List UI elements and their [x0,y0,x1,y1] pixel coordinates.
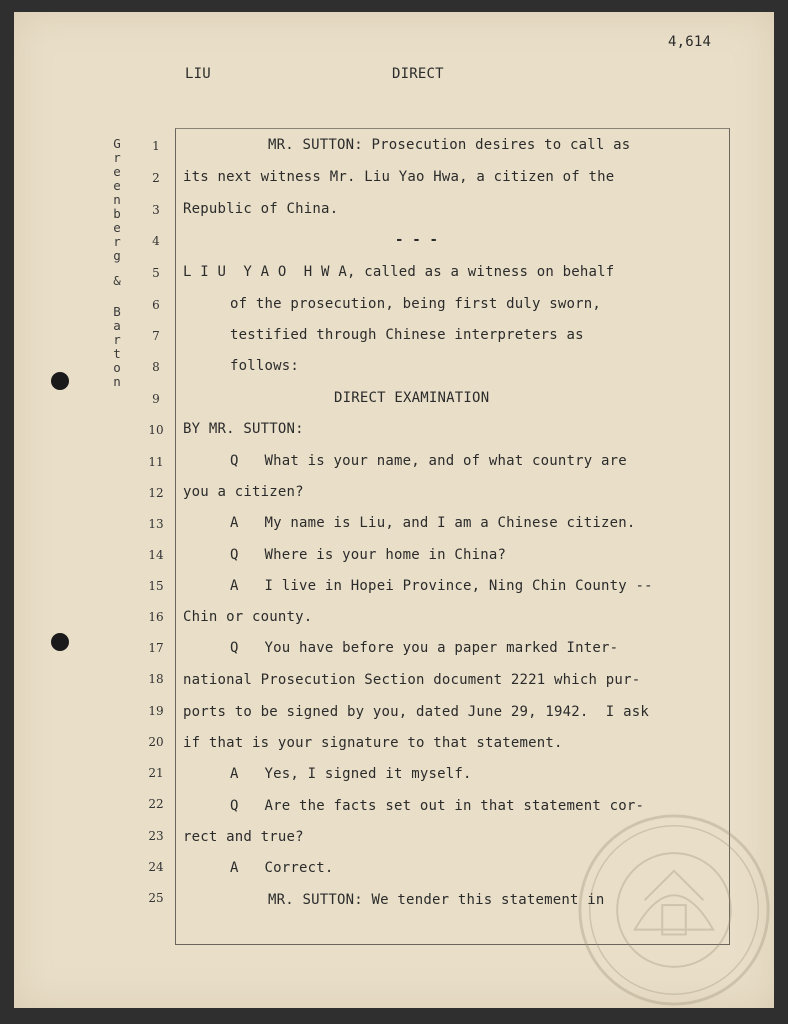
transcript-line: A Correct. [230,860,334,876]
section-header: DIRECT [392,66,444,82]
transcript-line: Q Are the facts set out in that statement cor- [230,798,645,814]
transcript-line: Republic of China. [183,201,339,217]
reporters-letter: n [113,192,121,207]
transcript-line: of the prosecution, being first duly sworn, [230,296,602,312]
reporters-letter: r [113,234,121,249]
transcript-line: if that is your signature to that statement. [183,735,563,751]
witness-name-header: LIU [185,66,211,82]
section-heading: DIRECT EXAMINATION [334,390,490,406]
transcript-line: Q You have before you a paper marked Inter- [230,640,619,656]
transcript-line: MR. SUTTON: Prosecution desires to call as [268,137,631,153]
line-number: 22 [148,797,164,811]
transcript-line: its next witness Mr. Liu Yao Hwa, a citizen of the [183,169,615,185]
line-number: 7 [152,329,160,343]
page-number: 4,614 [668,34,712,50]
reporters-letter: e [113,220,121,235]
transcript-line: BY MR. SUTTON: [183,421,304,437]
punch-hole [51,633,69,651]
line-number: 2 [152,171,160,185]
line-number: 23 [148,829,164,843]
line-number: 16 [148,610,164,624]
reporters-letter: e [113,178,121,193]
line-number: 20 [148,735,164,749]
reporters-letter: o [113,360,121,375]
transcript-line: rect and true? [183,829,304,845]
line-number: 3 [152,203,160,217]
line-number: 25 [148,891,164,905]
line-number: 4 [152,234,160,248]
transcript-line: testified through Chinese interpreters as [230,327,584,343]
line-number: 12 [148,486,164,500]
embossed-seal-icon [576,812,772,1008]
reporters-letter: r [113,150,121,165]
line-number: 1 [152,139,160,153]
transcript-line: you a citizen? [183,484,304,500]
transcript-line: Chin or county. [183,609,313,625]
reporters-letter: t [113,346,121,361]
reporters-letter: g [113,248,121,263]
transcript-line: A My name is Liu, and I am a Chinese citizen. [230,515,636,531]
reporters-letter: e [113,164,121,179]
transcript-line: MR. SUTTON: We tender this statement in [268,892,605,908]
reporters-letter: r [113,332,121,347]
line-number: 13 [148,517,164,531]
line-number: 19 [148,704,164,718]
transcript-line: Q What is your name, and of what country are [230,453,627,469]
transcript-line: L I U Y A O H W A, called as a witness on behalf [183,264,615,280]
reporters-letter: G [113,136,121,151]
transcript-page [14,12,774,1008]
transcript-line: A I live in Hopei Province, Ning Chin County -- [230,578,653,594]
reporters-letter: B [113,304,121,319]
transcript-line: ports to be signed by you, dated June 29, 1942. I ask [183,704,649,720]
separator-dashes: - - - [395,232,439,248]
line-number: 9 [152,392,160,406]
line-number: 8 [152,360,160,374]
reporters-letter: a [113,318,121,333]
transcript-line: national Prosecution Section document 2221 which pur- [183,672,641,688]
line-number: 10 [148,423,164,437]
line-number: 18 [148,672,164,686]
transcript-line: A Yes, I signed it myself. [230,766,472,782]
reporters-letter: b [113,206,121,221]
line-number: 21 [148,766,164,780]
line-number: 11 [148,455,164,469]
reporters-ampersand: & [113,273,121,288]
line-number: 15 [148,579,164,593]
transcript-line: Q Where is your home in China? [230,547,507,563]
line-number: 24 [148,860,164,874]
line-number: 17 [148,641,164,655]
transcript-line: follows: [230,358,300,374]
line-number: 5 [152,266,160,280]
line-number: 6 [152,298,160,312]
line-number: 14 [148,548,164,562]
punch-hole [51,372,69,390]
reporters-letter: n [113,374,121,389]
